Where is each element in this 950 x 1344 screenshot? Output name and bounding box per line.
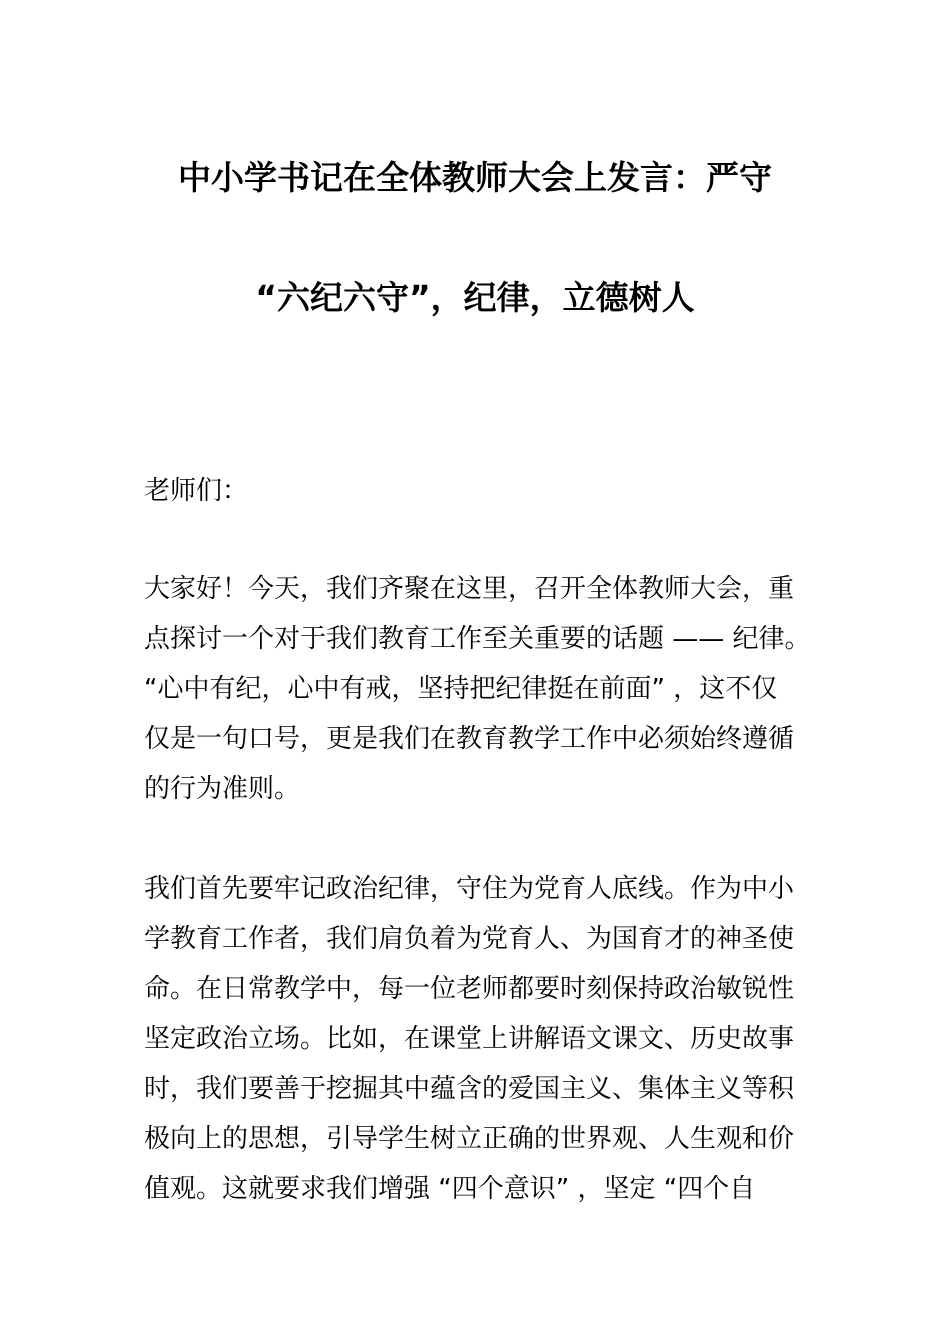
paragraph-line: 极向上的思想，引导学生树立正确的世界观、人生观和价 — [144, 1124, 795, 1154]
paragraph-line: 我们首先要牢记政治纪律，守住为党育人底线。作为中小 — [144, 874, 795, 904]
document-title-line-2: “六纪六守”，纪律，立德树人 — [255, 278, 695, 317]
paragraph-2 — [144, 864, 809, 1214]
paragraph-line: “心中有纪，心中有戒，坚持把纪律挺在前面” ，这不仅 — [144, 674, 778, 704]
paragraph-line: 大家好！今天，我们齐聚在这里，召开全体教师大会，重 — [144, 574, 795, 604]
paragraph-line: 点探讨一个对于我们教育工作至关重要的话题 —— 纪律。 — [144, 624, 811, 654]
paragraph-line: 坚定政治立场。比如，在课堂上讲解语文课文、历史故事 — [144, 1024, 795, 1054]
paragraph-line: 学教育工作者，我们肩负着为党育人、为国育才的神圣使 — [144, 924, 795, 954]
paragraph-line: 命。在日常教学中，每一位老师都要时刻保持政治敏锐性 — [144, 974, 795, 1004]
paragraph-line: 值观。这就要求我们增强 “四个意识” ，坚定 “四个自 — [144, 1174, 756, 1204]
document-title-line-1: 中小学书记在全体教师大会上发言：严守 — [178, 158, 772, 197]
paragraph-1 — [144, 564, 809, 814]
paragraph-line: 的行为准则。 — [144, 774, 301, 804]
paragraph-line: 仅是一句口号，更是我们在教育教学工作中必须始终遵循 — [144, 724, 795, 754]
salutation: 老师们： — [144, 476, 249, 506]
paragraph-line: 时，我们要善于挖掘其中蕴含的爱国主义、集体主义等积 — [144, 1074, 795, 1104]
